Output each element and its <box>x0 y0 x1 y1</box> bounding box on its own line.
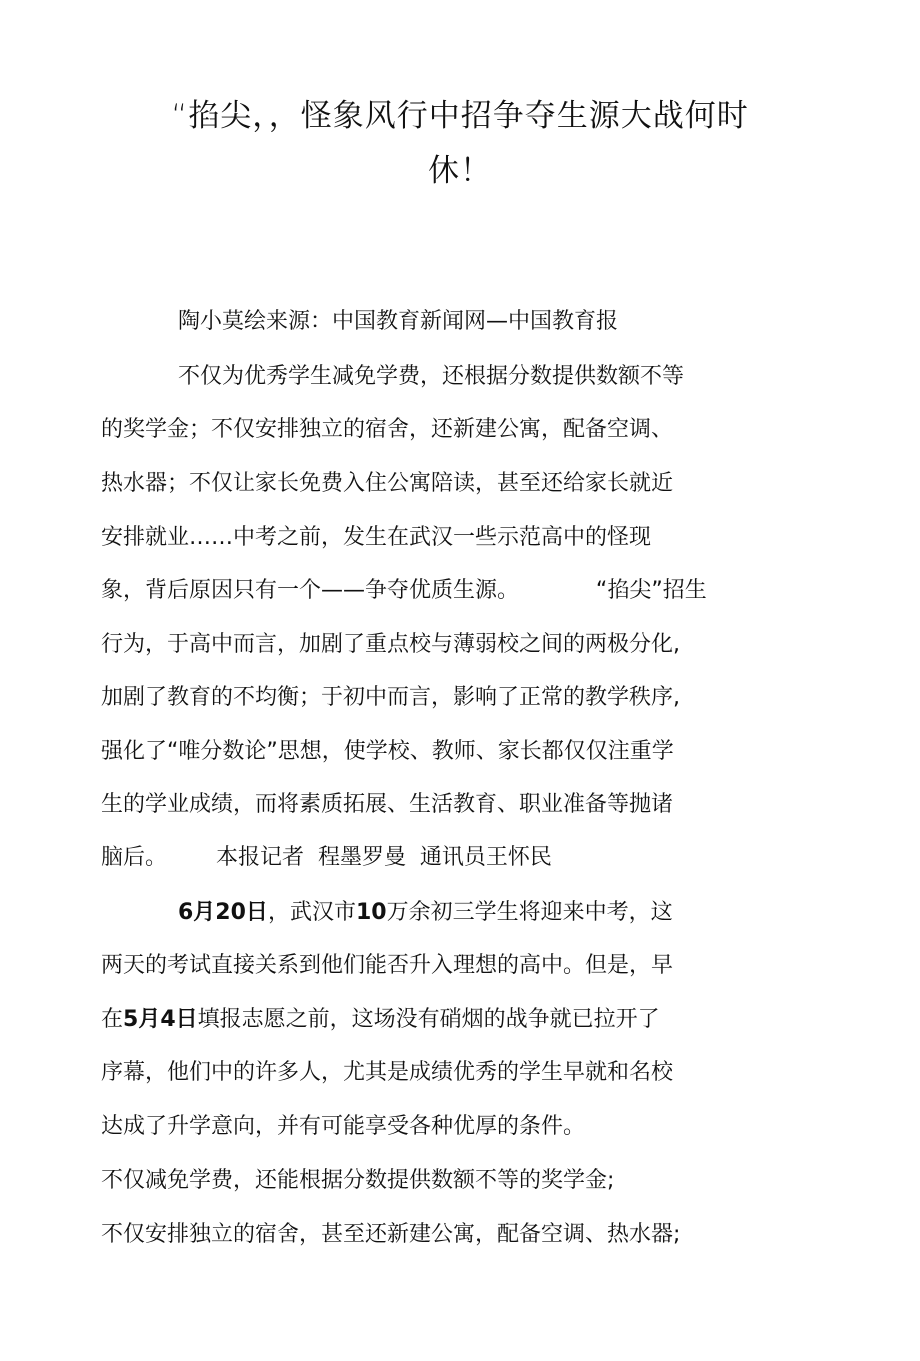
summary-line: 的奖学金；不仅安排独立的宿舍，还新建公寓，配备空调、 <box>101 417 674 442</box>
summary-line: 生的学业成绩，而将素质拓展、生活教育、职业准备等抛诸 <box>101 792 674 817</box>
date-text: 5月4日 <box>123 1007 198 1032</box>
body-line: 不仅安排独立的宿舍，甚至还新建公寓，配备空调、热水器; <box>101 1222 681 1247</box>
body-line: 序幕，他们中的许多人，尤其是成绩优秀的学生早就和名校 <box>101 1060 674 1085</box>
summary-line: 加剧了教育的不均衡；于初中而言，影响了正常的教学秩序, <box>101 685 680 710</box>
summary-line: 安排就业……中考之前，发生在武汉一些示范高中的怪现 <box>101 525 652 550</box>
body-line <box>101 1005 660 1035</box>
text: 在 <box>101 1007 124 1032</box>
number-text: 10 <box>355 900 387 925</box>
article-title-line-2: 休！ <box>428 153 492 189</box>
text: 万余初三学生将迎来中考，这 <box>386 900 673 925</box>
text: ，武汉市 <box>267 900 356 925</box>
date-text: 6月20日 <box>178 900 268 925</box>
summary-line: 象，背后原因只有一个——争夺优质生源。 “掐尖”招生 <box>101 578 707 603</box>
body-line: 不仅减免学费，还能根据分数提供数额不等的奖学金; <box>101 1168 615 1193</box>
image-credit: 陶小莫绘来源：中国教育新闻网—中国教育报 <box>178 309 619 334</box>
text: 填报志愿之前，这场没有硝烟的战争就已拉开了 <box>197 1007 660 1032</box>
body-line <box>178 898 673 928</box>
article-title-line-1: “掐尖，，怪象风行中招争夺生源大战何时 <box>171 98 749 134</box>
body-line: 达成了升学意向，并有可能享受各种优厚的条件。 <box>101 1114 586 1139</box>
summary-line: 强化了“唯分数论”思想，使学校、教师、家长都仅仅注重学 <box>101 739 674 764</box>
body-line: 两天的考试直接关系到他们能否升入理想的高中。但是，早 <box>101 953 674 978</box>
summary-line: 热水器；不仅让家长免费入住公寓陪读，甚至还给家长就近 <box>101 471 674 496</box>
summary-line: 行为，于高中而言，加剧了重点校与薄弱校之间的两极分化, <box>101 632 680 657</box>
summary-line: 不仅为优秀学生减免学费，还根据分数提供数额不等 <box>178 364 685 389</box>
byline: 脑后。 本报记者 程墨罗曼 通讯员王怀民 <box>101 845 552 870</box>
